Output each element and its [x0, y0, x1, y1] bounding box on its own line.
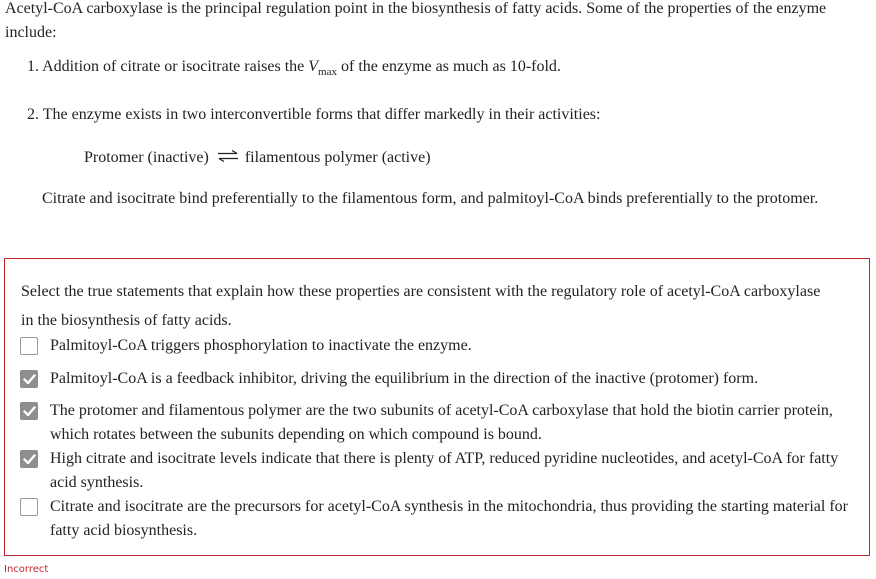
property-1-prefix: 1. Addition of citrate or isocitrate raises the [27, 58, 309, 75]
equilibrium-left: Protomer (inactive) [84, 149, 209, 166]
checkbox[interactable] [20, 402, 38, 420]
check-icon [23, 454, 36, 465]
intro-paragraph: Acetyl-CoA carboxylase is the principal regulation point in the biosynthesis of fatty acids. Some of the properties of the enzyme include: [5, 0, 827, 41]
checkbox[interactable] [20, 498, 38, 516]
vmax-symbol: V [308, 58, 319, 75]
property-2: 2. The enzyme exists in two interconvertible forms that differ markedly in their activities: [27, 106, 601, 123]
question-prompt: Select the true statements that explain how these properties are consistent with the regulatory role of acetyl-CoA carboxylase in the biosynthesis of fatty acids. [21, 283, 821, 329]
equilibrium-equation [84, 148, 431, 168]
checkbox[interactable] [20, 337, 38, 355]
vmax-subscript: max [318, 66, 337, 78]
checkbox[interactable] [20, 370, 38, 388]
check-icon [23, 406, 36, 417]
feedback-status: Incorrect [4, 564, 49, 575]
checkbox[interactable] [20, 450, 38, 468]
option-label: The protomer and filamentous polymer are the two subunits of acetyl-CoA carboxylase that hold the biotin carrier protein, which rotates between the subunits depending on which compound is bound. [50, 402, 833, 443]
equilibrium-right: filamentous polymer (active) [244, 149, 431, 166]
option-label: Palmitoyl-CoA is a feedback inhibitor, driving the equilibrium in the direction of the inactive (protomer) form. [50, 370, 759, 387]
check-icon [23, 374, 36, 385]
property-1 [27, 57, 561, 82]
property-1-suffix: of the enzyme as much as 10-fold. [336, 58, 561, 75]
option-label: Palmitoyl-CoA triggers phosphorylation to inactivate the enzyme. [50, 337, 472, 354]
binding-note: Citrate and isocitrate bind preferentially to the filamentous form, and palmitoyl-CoA binds preferentially to the protomer. [42, 190, 819, 207]
option-label: High citrate and isocitrate levels indicate that there is plenty of ATP, reduced pyridine nucleotides, and acetyl-CoA for fatty acid synthesis. [50, 450, 839, 491]
question-panel [4, 258, 870, 556]
equilibrium-arrows-icon [217, 148, 239, 168]
option-label: Citrate and isocitrate are the precursors for acetyl-CoA synthesis in the mitochondria, thus providing the starting material for fatty acid biosynthesis. [50, 498, 848, 539]
